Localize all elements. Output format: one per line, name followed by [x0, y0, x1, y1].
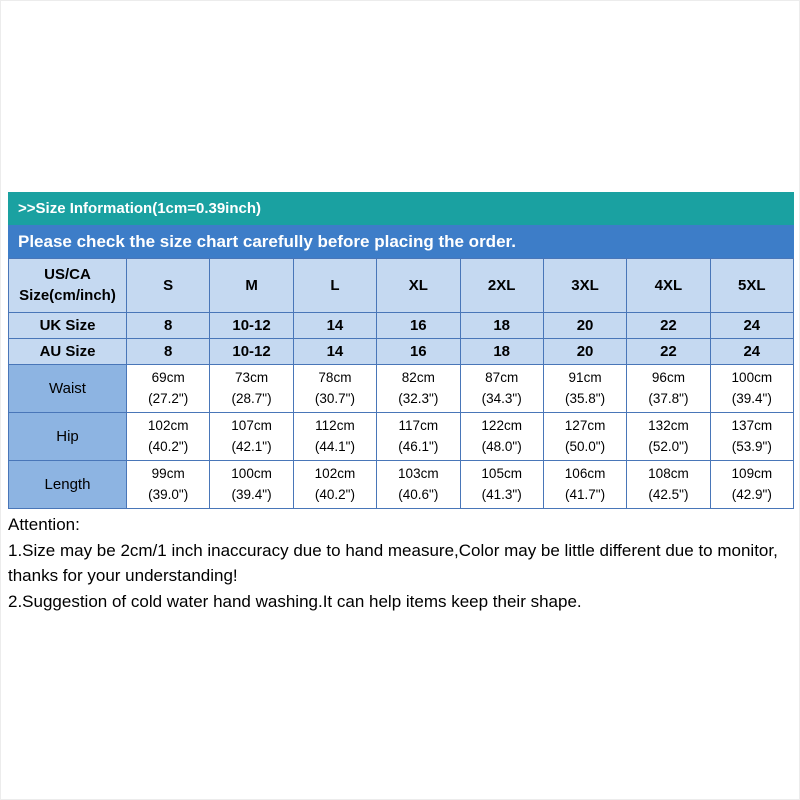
row-label: Hip	[9, 413, 127, 461]
table-cell: 24	[710, 313, 793, 339]
table-row-uk-size	[9, 313, 794, 339]
table-cell: 108cm (42.5")	[627, 461, 710, 509]
attention-heading: Attention:	[8, 515, 80, 534]
size-header-row	[9, 259, 794, 313]
size-chart-content	[8, 192, 794, 614]
table-cell: 24	[710, 339, 793, 365]
size-information-bar	[8, 192, 794, 225]
table-cell: 100cm (39.4")	[210, 461, 293, 509]
table-cell: 103cm (40.6")	[377, 461, 460, 509]
table-cell: 22	[627, 339, 710, 365]
table-cell: 8	[127, 339, 210, 365]
table-cell: 127cm (50.0")	[543, 413, 626, 461]
attention-note-2: 2.Suggestion of cold water hand washing.It can help items keep their shape.	[8, 591, 582, 611]
size-column-header-5xl: 5XL	[710, 259, 793, 313]
table-row-au-size	[9, 339, 794, 365]
table-cell: 22	[627, 313, 710, 339]
table-cell: 87cm (34.3")	[460, 365, 543, 413]
table-cell: 112cm (44.1")	[293, 413, 376, 461]
table-cell: 16	[377, 339, 460, 365]
table-cell: 122cm (48.0")	[460, 413, 543, 461]
size-column-header-m: M	[210, 259, 293, 313]
row-label: UK Size	[9, 313, 127, 339]
table-cell: 82cm (32.3")	[377, 365, 460, 413]
table-cell: 91cm (35.8")	[543, 365, 626, 413]
table-cell: 20	[543, 339, 626, 365]
table-cell: 106cm (41.7")	[543, 461, 626, 509]
size-chart-table	[8, 258, 794, 509]
table-cell: 132cm (52.0")	[627, 413, 710, 461]
table-cell: 137cm (53.9")	[710, 413, 793, 461]
table-cell: 20	[543, 313, 626, 339]
table-cell: 102cm (40.2")	[293, 461, 376, 509]
table-cell: 69cm (27.2")	[127, 365, 210, 413]
attention-note-1: 1.Size may be 2cm/1 inch inaccuracy due to hand measure,Color may be little different due to monitor, thanks for your understanding!	[8, 540, 778, 585]
row-label: AU Size	[9, 339, 127, 365]
row-label: Length	[9, 461, 127, 509]
table-row-length	[9, 461, 794, 509]
table-cell: 96cm (37.8")	[627, 365, 710, 413]
table-cell: 117cm (46.1")	[377, 413, 460, 461]
table-cell: 18	[460, 339, 543, 365]
size-check-notice-bar	[8, 225, 794, 258]
size-column-header-s: S	[127, 259, 210, 313]
table-cell: 102cm (40.2")	[127, 413, 210, 461]
size-column-header-4xl: 4XL	[627, 259, 710, 313]
corner-header-cell: US/CA Size(cm/inch)	[9, 259, 127, 313]
table-cell: 14	[293, 339, 376, 365]
table-cell: 78cm (30.7")	[293, 365, 376, 413]
table-cell: 16	[377, 313, 460, 339]
table-cell: 14	[293, 313, 376, 339]
table-cell: 109cm (42.9")	[710, 461, 793, 509]
table-cell: 107cm (42.1")	[210, 413, 293, 461]
table-row-hip	[9, 413, 794, 461]
table-cell: 105cm (41.3")	[460, 461, 543, 509]
size-check-notice-text: Please check the size chart carefully before placing the order.	[18, 231, 516, 251]
attention-section	[8, 509, 794, 614]
table-cell: 10-12	[210, 313, 293, 339]
table-cell: 99cm (39.0")	[127, 461, 210, 509]
size-column-header-xl: XL	[377, 259, 460, 313]
table-cell: 73cm (28.7")	[210, 365, 293, 413]
table-cell: 8	[127, 313, 210, 339]
size-column-header-2xl: 2XL	[460, 259, 543, 313]
size-table-body	[9, 313, 794, 509]
table-cell: 100cm (39.4")	[710, 365, 793, 413]
table-cell: 10-12	[210, 339, 293, 365]
table-cell: 18	[460, 313, 543, 339]
size-column-header-3xl: 3XL	[543, 259, 626, 313]
table-row-waist	[9, 365, 794, 413]
size-information-title: >>Size Information(1cm=0.39inch)	[18, 200, 261, 217]
size-column-header-l: L	[293, 259, 376, 313]
row-label: Waist	[9, 365, 127, 413]
